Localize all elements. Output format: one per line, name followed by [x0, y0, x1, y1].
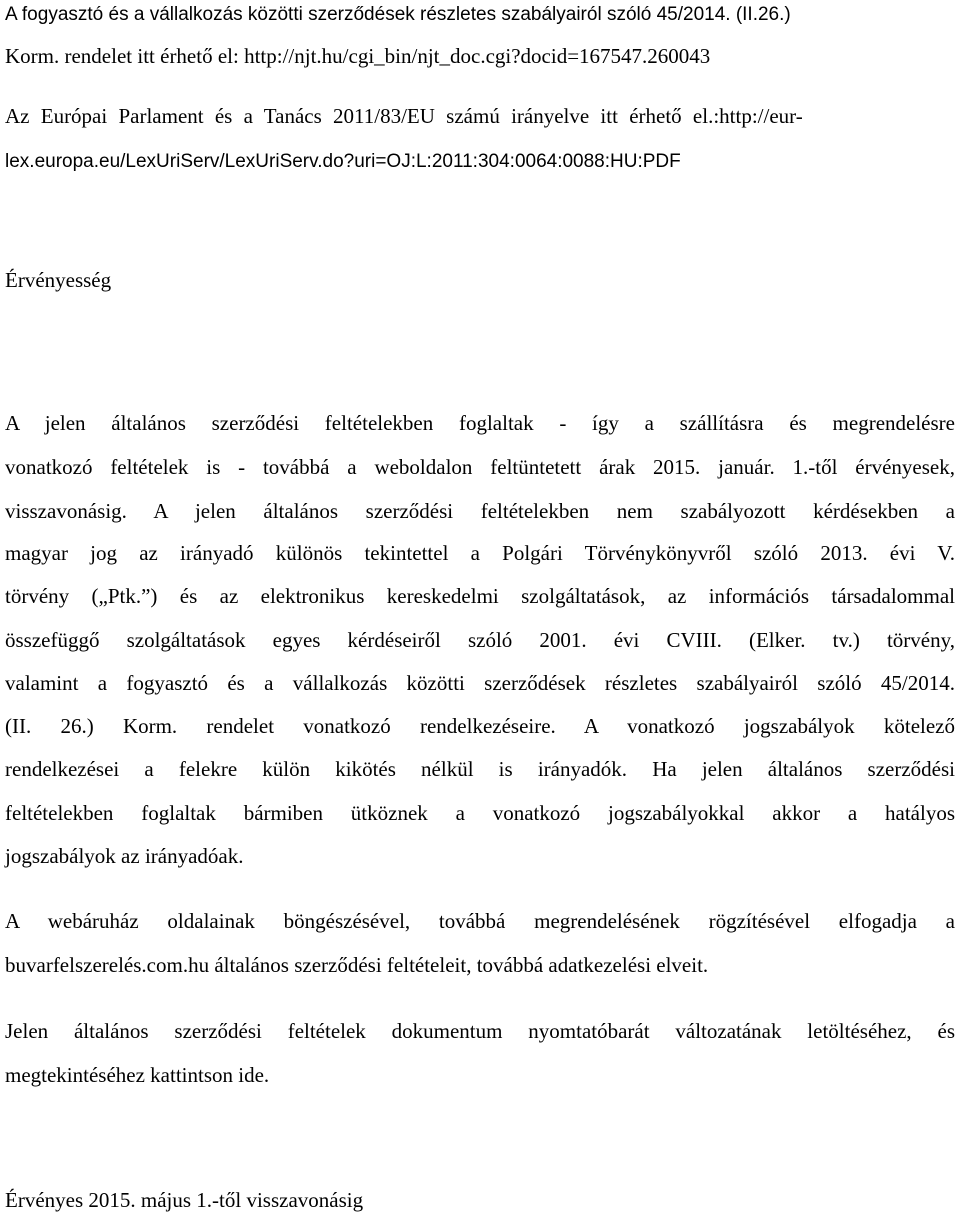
- validity-line-8: (II. 26.) Korm. rendelet vonatkozó rendelkezéseire. A vonatkozó jogszabályok kötelező: [5, 714, 955, 738]
- validity-line-2: vonatkozó feltételek is - továbbá a weboldalon feltüntetett árak 2015. január. 1.-től érvényesek,: [5, 455, 955, 479]
- validity-line-11: jogszabályok az irányadóak.: [5, 844, 244, 868]
- print-link[interactable]: megtekintéséhez kattintson ide.: [5, 1063, 270, 1087]
- acceptance-line-2: buvarfelszerelés.com.hu általános szerződési feltételeit, továbbá adatkezelési elveit.: [5, 953, 709, 977]
- validity-line-9: rendelkezései a felekre külön kikötés nélkül is irányadók. Ha jelen általános szerződési: [5, 757, 955, 781]
- acceptance-line-1: A webáruház oldalainak böngészésével, továbbá megrendelésének rögzítésével elfogadja a: [5, 909, 955, 933]
- footer-validity: Érvényes 2015. május 1.-től visszavonásig: [5, 1188, 364, 1212]
- intro-line-3: Az Európai Parlament és a Tanács 2011/83/EU számú irányelve itt érhető el.:http://eur-: [5, 104, 803, 128]
- section-heading-validity: Érvényesség: [5, 268, 112, 292]
- intro-line-2-text[interactable]: Korm. rendelet itt érhető el: http://njt.hu/cgi_bin/njt_doc.cgi?docid=167547.260043: [5, 44, 711, 68]
- eurlex-link-text[interactable]: lex.europa.eu/LexUriServ/LexUriServ.do?uri=OJ:L:2011:304:0064:0088:HU:PDF: [5, 151, 681, 172]
- validity-line-10: feltételekben foglaltak bármiben ütköznek a vonatkozó jogszabályokkal akkor a hatályos: [5, 801, 955, 825]
- validity-line-5: törvény („Ptk.”) és az elektronikus kereskedelmi szolgáltatások, az információs társadalommal: [5, 584, 955, 608]
- intro-line-2: [5, 43, 710, 69]
- intro-line-1: A fogyasztó és a vállalkozás közötti szerződések részletes szabályairól szóló 45/2014. (II.26.): [5, 4, 791, 25]
- validity-line-4: magyar jog az irányadó különös tekintettel a Polgári Törvénykönyvről szóló 2013. évi V.: [5, 541, 955, 565]
- validity-line-3: visszavonásig. A jelen általános szerződési feltételekben nem szabályozott kérdésekben a: [5, 499, 955, 523]
- eurlex-link[interactable]: [5, 147, 681, 175]
- validity-line-6: összefüggő szolgáltatások egyes kérdéseiről szóló 2001. évi CVIII. (Elker. tv.) törvény,: [5, 628, 955, 652]
- print-line-1: Jelen általános szerződési feltételek dokumentum nyomtatóbarát változatának letöltéséhez, és: [5, 1019, 955, 1043]
- validity-line-7: valamint a fogyasztó és a vállalkozás közötti szerződések részletes szabályairól szóló 45/2014.: [5, 671, 955, 695]
- print-line-2: [5, 1062, 269, 1088]
- validity-line-1: A jelen általános szerződési feltételekben foglaltak - így a szállításra és megrendelésre: [5, 411, 955, 435]
